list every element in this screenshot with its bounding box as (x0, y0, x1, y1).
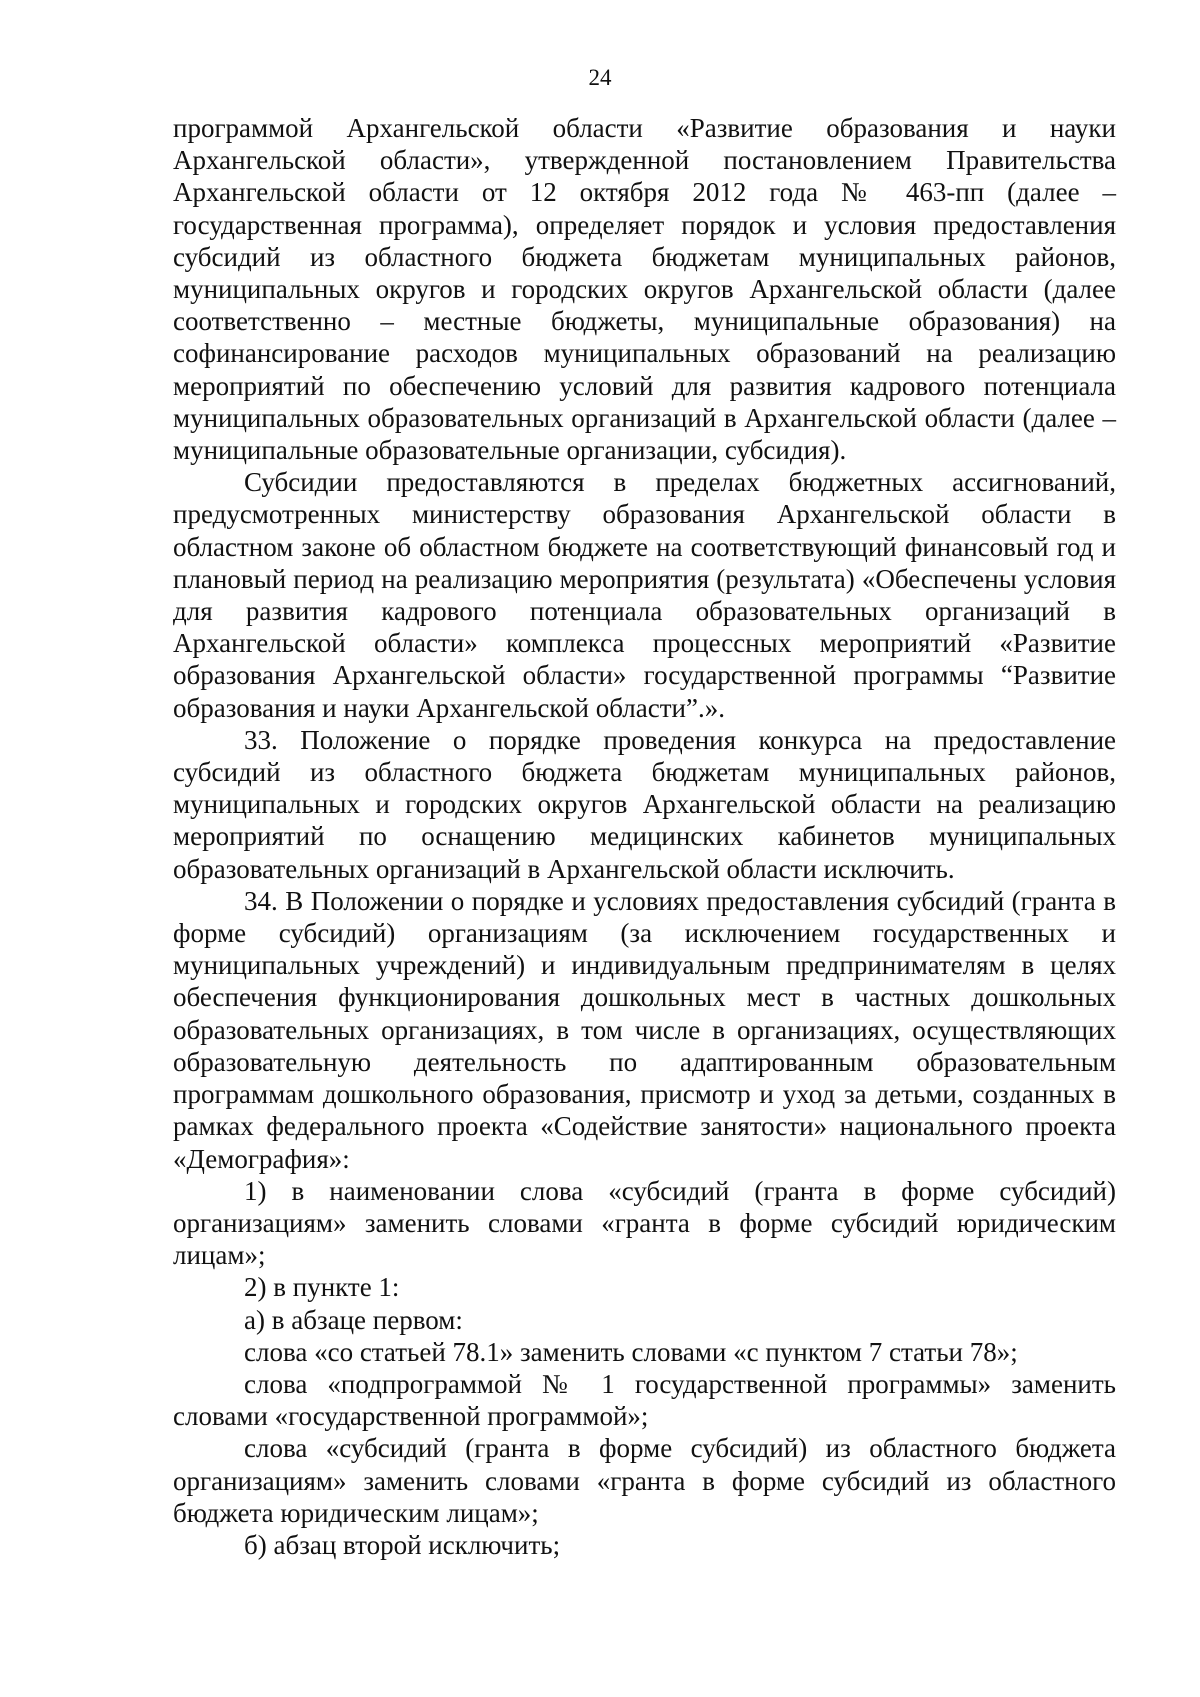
paragraph-subitem-2: 2) в пункте 1: (244, 1272, 400, 1303)
paragraph-replace-article: слова «со статьей 78.1» заменить словами «с пунктом 7 статьи 78»; (244, 1336, 1018, 1367)
paragraph-subitem-b: б) абзац второй исключить; (244, 1529, 561, 1560)
page-number: 24 (588, 65, 612, 90)
paragraph-item-34: 34. В Положении о порядке и условиях предоставления субсидий (гранта в форме субсидий) организациям (за исключением государственных и муниципальных учреждений) и индивидуальным предпринимателям в целях обеспечения функционирования дошкольных мест в частных дошкольных образовательных организациях, в том числе в организациях, осуществляющих образовательную деятельность по адаптированным образовательным программам дошкольного образования, присмотр и уход за детьми, созданных в рамках федерального проекта «Содействие занятости» национального проекта «Демография»: (173, 885, 1116, 1174)
paragraph-subitem-1: 1) в наименовании слова «субсидий (гранта в форме субсидий) организациям» заменить словами «гранта в форме субсидий юридическим лицам»; (173, 1175, 1116, 1271)
paragraph-program-definition: программой Архангельской области «Развитие образования и науки Архангельской области», утвержденной постановлением Правительства Архангельской области от 12 октября 2012 года № 463-пп (далее – государственная программа), определяет порядок и условия предоставления субсидий из областного бюджета бюджетам муниципальных районов, муниципальных округов и городских округов Архангельской области (далее соответственно – местные бюджеты, муниципальные образования) на софинансирование расходов муниципальных образований на реализацию мероприятий по обеспечению условий для развития кадрового потенциала муниципальных образовательных организаций в Архангельской области (далее – муниципальные образовательные организации, субсидия). (173, 113, 1116, 466)
paragraph-replace-subprogram: слова «подпрограммой № 1 государственной программы» заменить словами «государственной программой»; (173, 1368, 1116, 1432)
paragraph-subitem-a: а) в абзаце первом: (244, 1304, 463, 1335)
document-body (173, 112, 1116, 1561)
paragraph-item-33: 33. Положение о порядке проведения конкурса на предоставление субсидий из областного бюджета бюджетам муниципальных районов, муниципальных и городских округов Архангельской области на реализацию мероприятий по оснащению медицинских кабинетов муниципальных образовательных организаций в Архангельской области исключить. (173, 724, 1116, 884)
paragraph-replace-subsidies: слова «субсидий (гранта в форме субсидий) из областного бюджета организациям» заменить словами «гранта в форме субсидий из областного бюджета юридическим лицам»; (173, 1433, 1116, 1528)
paragraph-subsidies-limits: Субсидии предоставляются в пределах бюджетных ассигнований, предусмотренных министерству образования Архангельской области в областном законе об областном бюджете на соответствующий финансовый год и плановый период на реализацию мероприятия (результата) «Обеспечены условия для развития кадрового потенциала образовательных организаций в Архангельской области» комплекса процессных мероприятий «Развитие образования Архангельской области» государственной программы “Развитие образования и науки Архангельской области”.». (173, 467, 1116, 723)
